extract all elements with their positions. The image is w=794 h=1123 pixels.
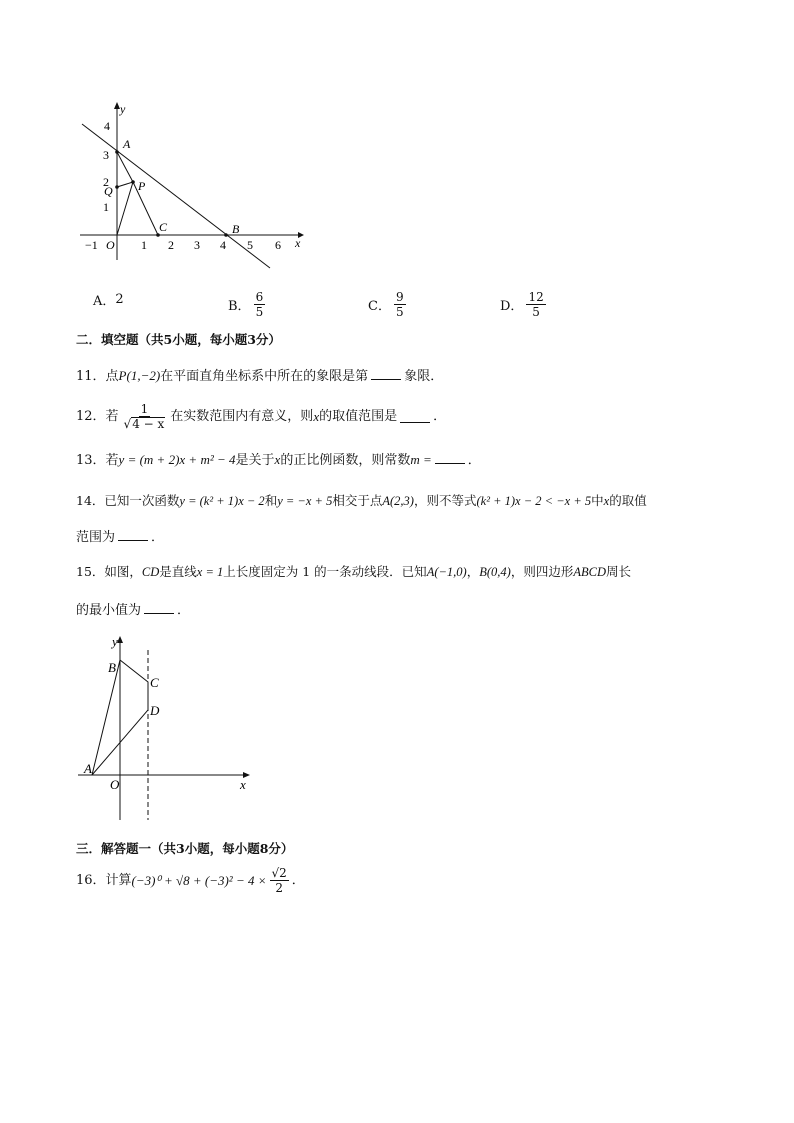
question-15-line-1: 15．如图，CD是直线x = 1上长度固定为 1 的一条动线段．已知A(−1,0)，B(0,4)，则四边形ABCD周长 bbox=[76, 564, 631, 579]
point-p-label: P bbox=[138, 179, 146, 193]
point-d-label: D bbox=[150, 703, 160, 718]
option-c-label: C． bbox=[368, 299, 391, 314]
x-axis-label: x bbox=[240, 777, 246, 792]
section-2-title: 二．填空题（共5小题，每小题3分） bbox=[76, 332, 281, 347]
y-axis-label: y bbox=[112, 634, 118, 649]
q12-fraction: $\frac{1}{√4 - x}$ bbox=[123, 402, 165, 431]
point-q-label: Q bbox=[104, 184, 113, 198]
point-c-label: C bbox=[159, 220, 168, 234]
question-16: 16．计算 (−3)⁰ + √8 + (−3)² − 4 × $\frac{√2}{2}$ ． bbox=[76, 866, 305, 895]
x-axis-label: x bbox=[295, 236, 301, 250]
x-tick-neg1: −1 bbox=[85, 238, 98, 252]
y-tick-3: 3 bbox=[103, 148, 109, 162]
question-15-line-2: 的最小值为 ． bbox=[76, 603, 191, 618]
x-tick-4: 4 bbox=[220, 238, 226, 252]
option-c-fraction: $\frac{9}{5}$ bbox=[395, 290, 404, 319]
answer-blank-14[interactable] bbox=[118, 528, 148, 541]
y-tick-4: 4 bbox=[104, 119, 110, 133]
point-a-label: A bbox=[123, 137, 131, 151]
option-d bbox=[500, 290, 549, 319]
option-a-label: A． bbox=[93, 294, 116, 309]
segment-q-p bbox=[117, 182, 133, 187]
x-tick-5: 5 bbox=[247, 238, 253, 252]
point-c-label: C bbox=[150, 675, 159, 690]
question-12: 12．若 $\frac{1}{√4 - x}$ 在实数范围内有意义，则 x 的取值范围是 ． bbox=[76, 402, 447, 431]
origin-label: O bbox=[106, 238, 115, 252]
y-axis-arrow bbox=[117, 636, 123, 643]
y-axis-label: y bbox=[120, 102, 126, 116]
point-a-label: A bbox=[84, 761, 92, 776]
answer-blank-13[interactable] bbox=[435, 451, 465, 464]
question-11: 11．点P(1,−2)在平面直角坐标系中所在的象限是第 象限． bbox=[76, 368, 444, 384]
coordinate-graph-2 bbox=[76, 632, 256, 824]
option-b-fraction: $\frac{6}{5}$ bbox=[255, 290, 264, 319]
section-3-title: 三．解答题一（共3小题，每小题8分） bbox=[76, 841, 294, 856]
q16-fraction: $\frac{√2}{2}$ bbox=[271, 866, 287, 895]
option-a-value: 2 bbox=[115, 292, 124, 307]
option-d-fraction: $\frac{12}{5}$ bbox=[528, 290, 544, 319]
option-c bbox=[368, 290, 409, 319]
option-a bbox=[93, 290, 124, 309]
option-d-label: D． bbox=[500, 299, 524, 314]
answer-blank-11[interactable] bbox=[371, 367, 401, 380]
option-b-label: B． bbox=[228, 299, 251, 314]
option-b bbox=[228, 290, 268, 319]
x-tick-3: 3 bbox=[194, 238, 200, 252]
coordinate-graph-1 bbox=[76, 100, 306, 270]
question-14-line-2: 范围为 ． bbox=[76, 530, 165, 545]
point-b-label: B bbox=[108, 660, 116, 675]
origin-label: O bbox=[110, 777, 120, 792]
question-13: 13．若y = (m + 2)x + m² − 4是关于x的正比例函数，则常数m = ． bbox=[76, 452, 481, 468]
point-b-label: B bbox=[232, 222, 240, 236]
y-tick-1: 1 bbox=[103, 200, 109, 214]
y-tick-2: 2 bbox=[103, 175, 109, 189]
answer-blank-15[interactable] bbox=[144, 601, 174, 614]
x-tick-1: 1 bbox=[141, 238, 147, 252]
answer-blank-12[interactable] bbox=[400, 410, 430, 423]
x-tick-6: 6 bbox=[275, 238, 281, 252]
question-14-line-1: 14．已知一次函数y = (k² + 1)x − 2和y = −x + 5相交于点A(2,3)，则不等式(k² + 1)x − 2 < −x + 5中x的取值 bbox=[76, 493, 647, 508]
x-tick-2: 2 bbox=[168, 238, 174, 252]
